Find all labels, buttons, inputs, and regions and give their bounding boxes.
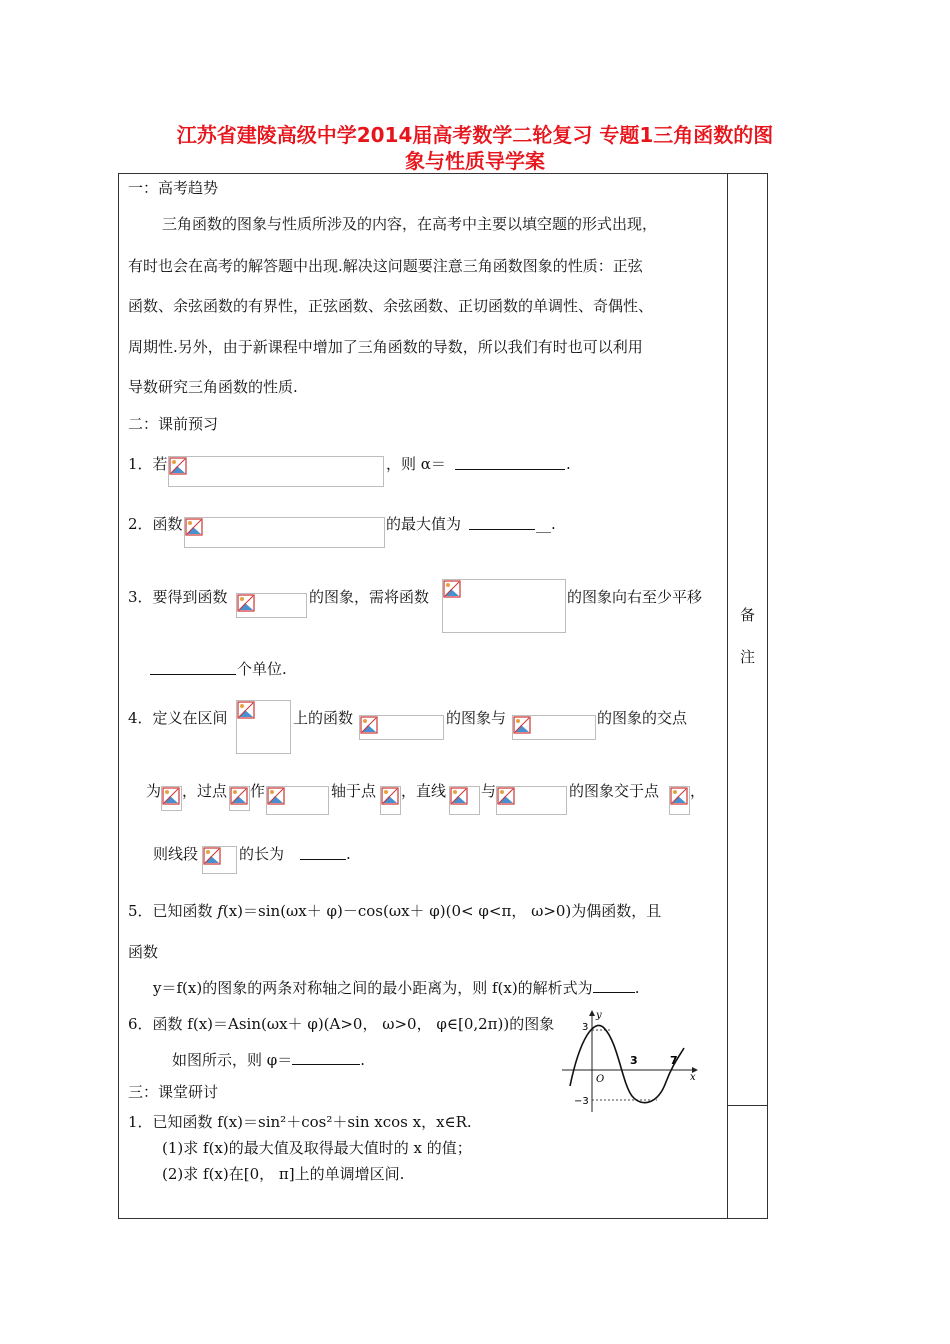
q4-l3a: 则线段: [153, 845, 199, 863]
q6-line2-text: 如图所示，则 φ＝: [172, 1051, 293, 1069]
q4-l2d: 轴于点: [331, 782, 377, 800]
broken-image-icon: [513, 716, 531, 734]
q4-l1b: 上的函数: [293, 709, 354, 727]
q6-line1: 6．函数 f(x)＝Asin(ωx＋ φ)(A>0， ω>0， φ∈[0,2π))的图象: [128, 1015, 555, 1033]
q5-line1-rest: (x)＝sin(ωx＋ φ)－cos(ωx＋ φ)(0< φ<π， ω>0)为偶函数，且: [222, 902, 662, 920]
sine-curve: [570, 1025, 684, 1102]
q4-l2f: 与: [481, 782, 497, 800]
x-tick-2: 7: [670, 1054, 678, 1067]
document-title-line1: 江苏省建陵高级中学2014届高考数学二轮复习 专题1三角函数的图: [176, 123, 774, 147]
q4-l2a: 为: [146, 782, 162, 800]
q5-line1-pre: 5．已知函数: [128, 902, 218, 920]
q4-l3c: .: [346, 845, 351, 863]
q5-line1: [128, 901, 661, 921]
broken-image-icon: [162, 787, 180, 805]
broken-image-icon: [450, 787, 468, 805]
notes-label-char1: 备: [740, 606, 756, 624]
q5-line1-f: f: [217, 902, 223, 920]
q4-l2h: ，: [690, 782, 706, 800]
answer-blank[interactable]: [593, 978, 635, 993]
q2-end: __.: [536, 515, 556, 533]
broken-image-icon: [203, 847, 221, 865]
section1-heading: 一：高考趋势: [128, 179, 219, 197]
broken-image-icon: [237, 701, 255, 719]
formula-image: [236, 700, 291, 754]
q3-prefix: 3．要得到函数: [128, 588, 228, 606]
q6-line2: [172, 1050, 365, 1070]
broken-image-icon: [670, 787, 688, 805]
formula-image: [512, 715, 596, 740]
broken-image-icon: [381, 787, 399, 805]
broken-image-icon: [169, 457, 187, 475]
sine-graph-figure: [562, 1008, 702, 1113]
x-tick-1: 3: [630, 1054, 638, 1067]
formula-image: [168, 456, 384, 487]
q2-middle: 的最大值为: [386, 515, 462, 533]
q4-l1c: 的图象与: [446, 709, 507, 727]
answer-blank[interactable]: [300, 845, 346, 860]
x-axis-label: x: [690, 1072, 696, 1083]
formula-image: [184, 517, 385, 548]
y-tick-top: 3: [582, 1022, 589, 1033]
q5-line3: [153, 978, 639, 998]
q3-middle1: 的图象，需将函数: [309, 588, 430, 606]
q1-middle: ，则 α＝: [386, 455, 446, 473]
answer-blank[interactable]: [292, 1050, 360, 1065]
q3-middle2: 的图象向右至少平移: [567, 588, 703, 606]
broken-image-icon: [230, 787, 248, 805]
q4-l2c: 作: [250, 782, 266, 800]
section2-heading: 二：课前预习: [128, 415, 219, 433]
q6-line2-end: .: [360, 1051, 366, 1069]
sec1-para-line5: 导数研究三角函数的性质.: [128, 378, 298, 396]
q4-l1a: 4．定义在区间: [128, 709, 228, 727]
document-title-line2: 象与性质导学案: [405, 149, 545, 173]
broken-image-icon: [267, 787, 285, 805]
formula-image: [449, 786, 480, 815]
formula-image: [202, 846, 237, 874]
ex1-line3: (2)求 f(x)在[0， π]上的单调增区间.: [162, 1165, 405, 1183]
q4-l2g: 的图象交于点: [569, 782, 660, 800]
notes-label-char2: 注: [740, 648, 756, 666]
broken-image-icon: [360, 716, 378, 734]
q4-l2b: ，过点: [182, 782, 228, 800]
broken-image-icon: [185, 518, 203, 536]
broken-image-icon: [497, 787, 515, 805]
formula-image: [669, 786, 690, 815]
ex1-line2: (1)求 f(x)的最大值及取得最大值时的 x 的值；: [162, 1139, 472, 1157]
broken-image-icon: [443, 580, 461, 598]
ex1-line1: 1．已知函数 f(x)＝sin²＋cos²＋sin xcos x，x∈R.: [128, 1113, 472, 1131]
formula-image: [161, 786, 182, 811]
notes-column-rule: [727, 1105, 768, 1106]
section3-heading: 三：课堂研讨: [128, 1083, 219, 1101]
origin-label: O: [596, 1074, 605, 1085]
formula-image: [229, 786, 250, 811]
y-tick-bottom: −3: [574, 1096, 589, 1107]
q2-prefix: 2．函数: [128, 515, 183, 533]
q3-line2: 个单位.: [237, 660, 287, 678]
sec1-para-line1: 三角函数的图象与性质所涉及的内容，在高考中主要以填空题的形式出现，: [162, 215, 658, 233]
sec1-para-line3: 函数、余弦函数的有界性，正弦函数、余弦函数、正切函数的单调性、奇偶性、: [128, 297, 654, 315]
formula-image: [359, 715, 444, 740]
q5-line3-text: y＝f(x)的图象的两条对称轴之间的最小距离为，则 f(x)的解析式为: [153, 979, 593, 997]
q5-line2: 函数: [128, 943, 159, 961]
q4-l3b: 的长为: [239, 845, 285, 863]
formula-image: [236, 593, 307, 618]
broken-image-icon: [237, 594, 255, 612]
formula-image: [496, 786, 567, 815]
notes-column-divider: [727, 173, 728, 1219]
q4-l1d: 的图象的交点: [597, 709, 688, 727]
y-axis-label: y: [596, 1010, 602, 1021]
q1-prefix: 1．若: [128, 455, 168, 473]
answer-blank[interactable]: [469, 515, 535, 530]
formula-image: [266, 786, 329, 815]
q1-end: .: [566, 455, 571, 473]
formula-image: [442, 579, 566, 633]
answer-blank[interactable]: [455, 455, 565, 470]
answer-blank[interactable]: [150, 660, 236, 675]
y-axis-arrow: [589, 1010, 595, 1016]
q4-l2e: ，直线: [401, 782, 447, 800]
q5-line3-end: .: [634, 979, 640, 997]
sec1-para-line4: 周期性.另外，由于新课程中增加了三角函数的导数，所以我们有时也可以利用: [128, 338, 643, 356]
formula-image: [380, 786, 401, 815]
sec1-para-line2: 有时也会在高考的解答题中出现.解决这问题要注意三角函数图象的性质：正弦: [128, 257, 643, 275]
